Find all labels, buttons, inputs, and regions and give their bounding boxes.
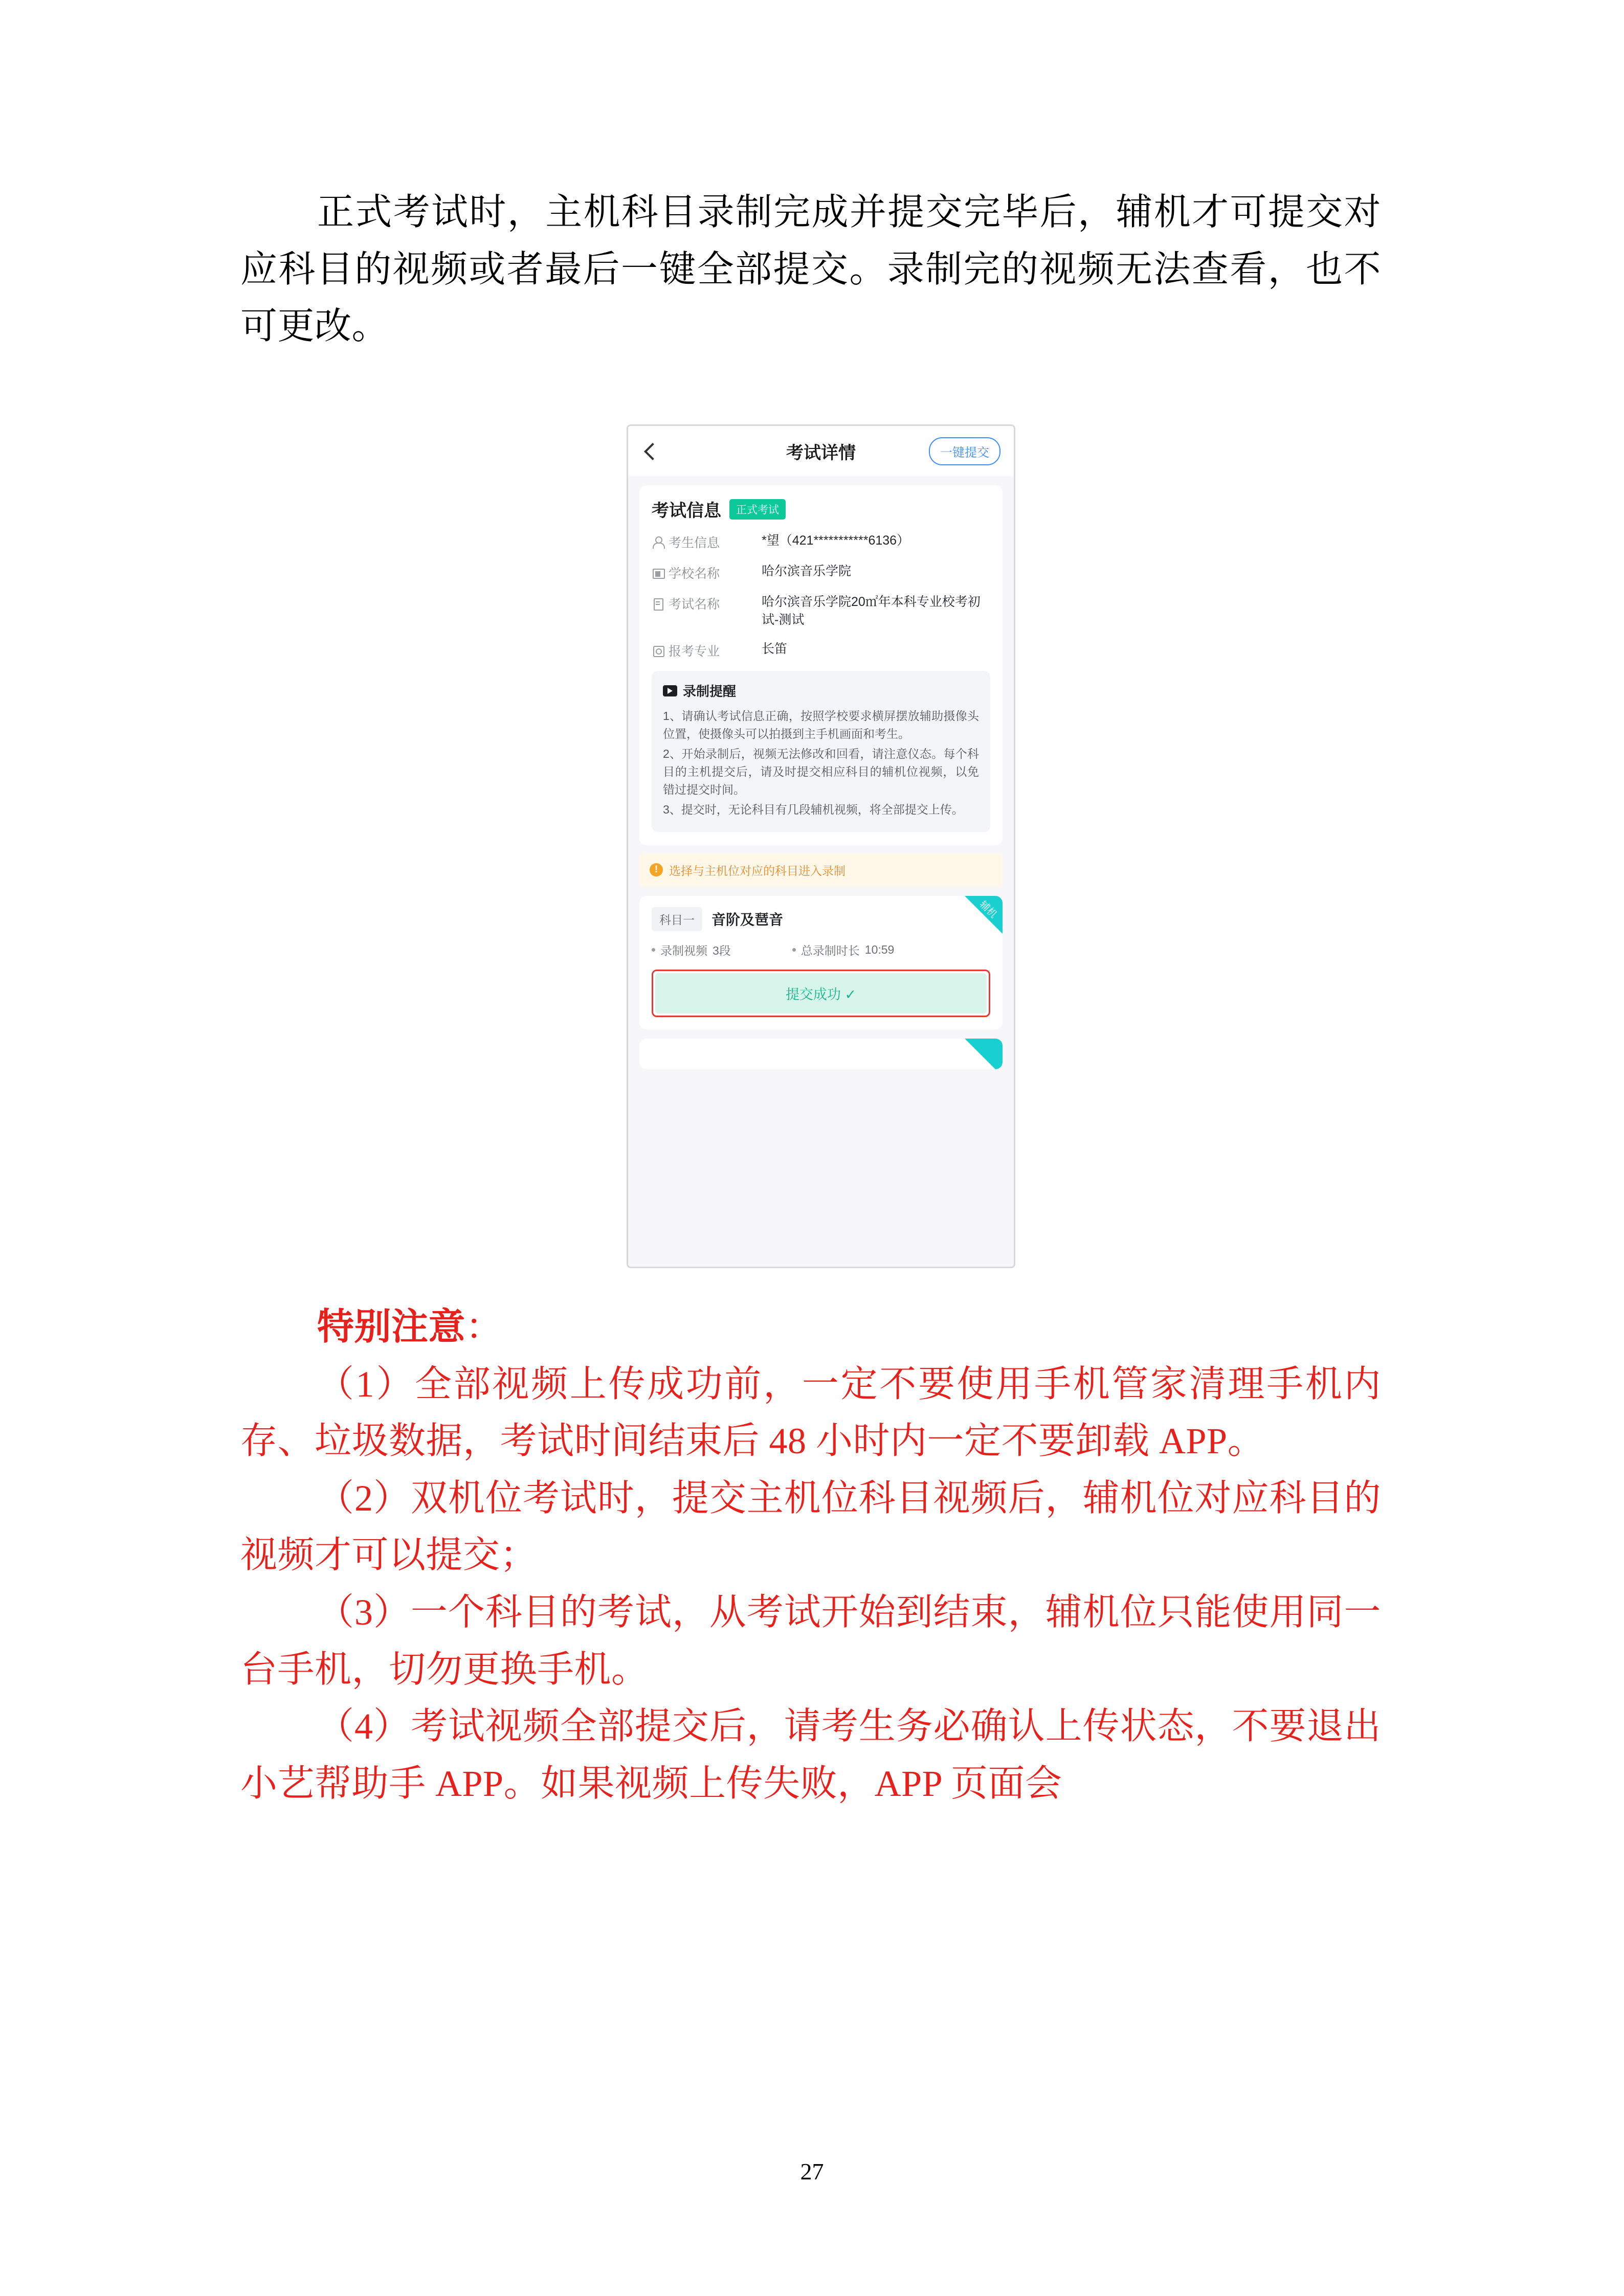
special-notice-item-2: （2）双机位考试时，提交主机位科目视频后，辅机位对应科目的视频才可以提交； <box>240 1477 1381 1576</box>
info-value-school: 哈尔滨音乐学院 <box>762 564 852 578</box>
special-notice-item-1: （1）全部视频上传成功前，一定不要使用手机管家清理手机内存、垃圾数据，考试时间结束后 48 小时内一定不要卸载 APP。 <box>240 1363 1381 1462</box>
info-label-major <box>652 640 762 660</box>
phone-frame <box>627 424 1015 1268</box>
info-value-candidate: *望（421***********6136） <box>762 533 910 548</box>
subject-card-next[interactable] <box>639 1039 1003 1069</box>
alert-text: 选择与主机位对应的科目进入录制 <box>669 864 846 877</box>
subject-index-chip: 科目一 <box>652 907 702 931</box>
phone-screenshot <box>627 424 1015 1268</box>
meta-duration <box>792 941 895 958</box>
info-label-text: 考生信息 <box>669 536 720 550</box>
special-notice-item-4: （4）考试视频全部提交后，请考生务必确认上传状态，不要退出小艺帮助手 APP。如果视频上传失败，APP 页面会 <box>240 1706 1381 1804</box>
warning-icon: ! <box>650 863 663 876</box>
subject-card[interactable] <box>639 896 1003 1029</box>
major-icon <box>652 644 664 657</box>
recording-notice-title-row <box>663 681 979 700</box>
info-label-school <box>652 562 762 582</box>
meta-duration-label: 总录制时长 <box>800 943 860 957</box>
meta-duration-value: 10:59 <box>864 942 895 956</box>
status-badge: 正式考试 <box>729 499 786 520</box>
info-label-candidate <box>652 532 762 551</box>
meta-video-label: 录制视频 <box>660 943 707 957</box>
info-value-exam-name: 哈尔滨音乐学院20㎡年本科专业校考初试-测试 <box>762 595 981 627</box>
document-content <box>240 184 1381 355</box>
page-title: 考试详情 <box>786 443 856 463</box>
secondary-device-ribbon-label: 辅机 <box>977 898 999 920</box>
recording-notice-title: 录制提醒 <box>683 684 737 699</box>
info-row-major <box>652 640 990 660</box>
submit-status-button[interactable]: 提交成功 ✓ <box>655 973 987 1014</box>
special-notice-heading <box>240 1299 1381 1356</box>
recording-notice-line: 2、开始录制后，视频无法修改和回看，请注意仪态。每个科目的主机提交后，请及时提交相应科目的辅机位视频，以免错过提交时间。 <box>663 747 979 796</box>
info-row-exam-name <box>652 593 990 629</box>
paragraph-intro: 正式考试时，主机科目录制完成并提交完毕后，辅机才可提交对应科目的视频或者最后一键全部提交。录制完的视频无法查看，也不可更改。 <box>240 192 1381 347</box>
school-icon <box>652 567 664 579</box>
meta-video-value: 3段 <box>713 943 731 957</box>
recording-notice-line: 1、请确认考试信息正确，按照学校要求横屏摆放辅助摄像头位置，使摄像头可以拍摄到主手机画面和考生。 <box>663 709 979 740</box>
info-label-text: 学校名称 <box>669 567 720 581</box>
submit-all-button[interactable]: 一键提交 <box>929 437 1000 465</box>
special-notice-block <box>240 1299 1381 1812</box>
app-header <box>628 426 1014 476</box>
special-notice-heading-text: 特别注意 <box>317 1307 466 1347</box>
bullet-icon <box>652 948 655 952</box>
secondary-device-ribbon <box>965 1039 1003 1069</box>
subject-title-row <box>652 907 990 931</box>
special-notice-heading-colon: ： <box>465 1307 503 1347</box>
info-value-major: 长笛 <box>762 642 788 656</box>
alert-bar <box>639 853 1003 887</box>
recording-notice <box>652 671 990 832</box>
exam-info-title-row <box>652 497 990 522</box>
recording-notice-line: 3、提交时，无论科目有几段辅机视频，将全部提交上传。 <box>663 802 964 816</box>
info-row-school <box>652 562 990 582</box>
exam-info-card <box>639 485 1003 845</box>
video-icon <box>663 685 677 696</box>
meta-video-count <box>652 941 731 958</box>
document-icon <box>652 597 664 610</box>
subject-name: 音阶及琶音 <box>711 912 784 928</box>
page-number: 27 <box>800 2158 824 2185</box>
subject-meta-row <box>652 941 990 958</box>
submit-status-highlight <box>652 970 990 1017</box>
exam-info-title: 考试信息 <box>652 501 721 521</box>
info-row-candidate <box>652 532 990 551</box>
info-label-text: 报考专业 <box>669 644 720 659</box>
special-notice-item-3: （3）一个科目的考试，从考试开始到结束，辅机位只能使用同一台手机，切勿更换手机。 <box>240 1591 1381 1690</box>
bullet-icon <box>792 948 796 952</box>
info-label-exam-name <box>652 593 762 613</box>
info-label-text: 考试名称 <box>669 597 720 612</box>
user-icon <box>652 536 664 548</box>
